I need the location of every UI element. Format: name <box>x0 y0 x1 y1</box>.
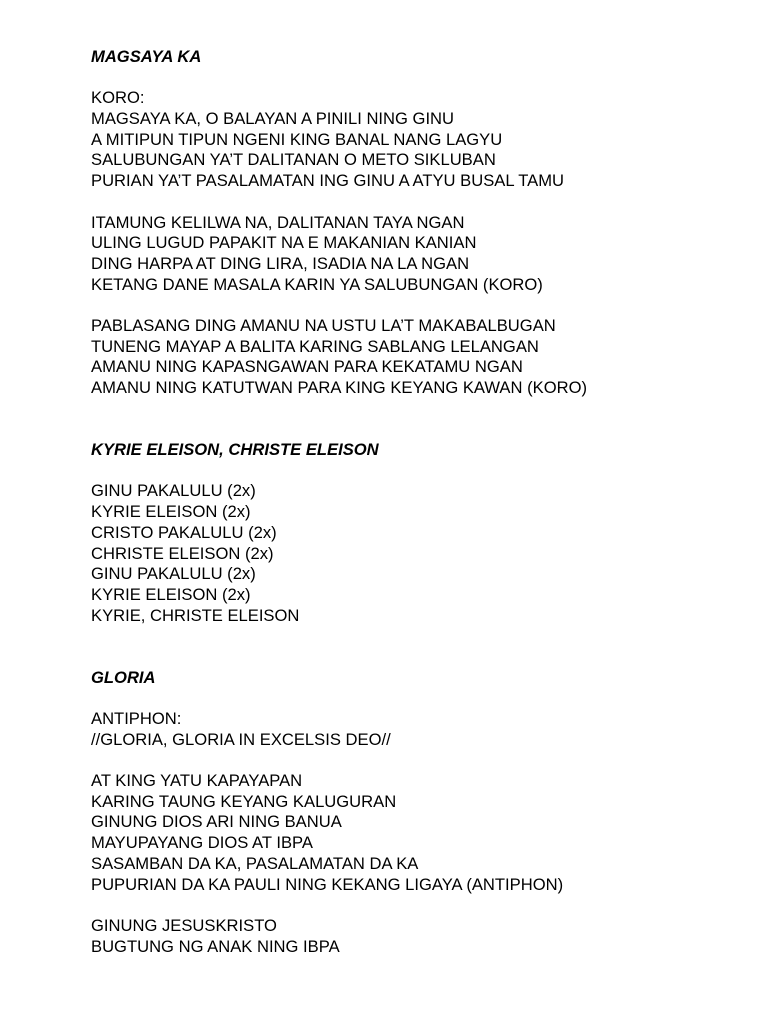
lyric-line: GINU PAKALULU (2x) <box>91 564 256 584</box>
lyric-line: KYRIE, CHRISTE ELEISON <box>91 605 300 625</box>
stanza <box>91 88 751 191</box>
lyric-line: KORO: <box>91 88 145 108</box>
stanza <box>91 771 751 895</box>
lyric-line: PABLASANG DING AMANU NA USTU LA’T MAKABALBUGAN <box>91 315 556 335</box>
song-title: KYRIE ELEISON, CHRISTE ELEISON <box>91 440 379 460</box>
lyric-line: KYRIE ELEISON (2x) <box>91 502 251 522</box>
song-section <box>91 440 751 626</box>
stanza <box>91 709 751 750</box>
stanza-spacer <box>91 68 751 89</box>
lyric-line: //GLORIA, GLORIA IN EXCELSIS DEO// <box>91 729 391 749</box>
stanza-spacer <box>91 688 751 709</box>
lyric-line: AT KING YATU KAPAYAPAN <box>91 771 303 791</box>
lyric-line: GINUNG JESUSKRISTO <box>91 915 277 935</box>
stanza-spacer <box>91 895 751 916</box>
stanza-spacer <box>91 295 751 316</box>
section-spacer <box>91 626 751 667</box>
stanza <box>91 316 751 399</box>
lyric-line: MAGSAYA KA, O BALAYAN A PINILI NING GINU <box>91 109 455 129</box>
lyric-line: KARING TAUNG KEYANG KALUGURAN <box>91 791 397 811</box>
stanza <box>91 916 751 957</box>
lyric-line: CRISTO PAKALULU (2x) <box>91 522 277 542</box>
song-section <box>91 47 751 399</box>
section-spacer <box>91 399 751 440</box>
document-content <box>91 47 751 957</box>
lyric-line: GINU PAKALULU (2x) <box>91 481 256 501</box>
lyric-line: BUGTUNG NG ANAK NING IBPA <box>91 936 340 956</box>
lyric-line: PURIAN YA’T PASALAMATAN ING GINU A ATYU BUSAL TAMU <box>91 171 565 191</box>
lyric-line: SASAMBAN DA KA, PASALAMATAN DA KA <box>91 853 419 873</box>
lyric-line: MAYUPAYANG DIOS AT IBPA <box>91 833 313 853</box>
lyric-line: ITAMUNG KELILWA NA, DALITANAN TAYA NGAN <box>91 212 465 232</box>
stanza-spacer <box>91 461 751 482</box>
stanza <box>91 213 751 296</box>
lyric-line: KETANG DANE MASALA KARIN YA SALUBUNGAN (KORO) <box>91 274 543 294</box>
lyric-line: ANTIPHON: <box>91 709 182 729</box>
lyric-line: KYRIE ELEISON (2x) <box>91 584 251 604</box>
lyric-line: ULING LUGUD PAPAKIT NA E MAKANIAN KANIAN <box>91 233 477 253</box>
lyric-line: SALUBUNGAN YA’T DALITANAN O METO SIKLUBAN <box>91 150 496 170</box>
lyric-line: PUPURIAN DA KA PAULI NING KEKANG LIGAYA (ANTIPHON) <box>91 874 564 894</box>
lyric-line: GINUNG DIOS ARI NING BANUA <box>91 812 342 832</box>
song-section <box>91 668 751 958</box>
lyric-line: AMANU NING KATUTWAN PARA KING KEYANG KAWAN (KORO) <box>91 378 588 397</box>
stanza-spacer <box>91 192 751 213</box>
lyric-line: TUNENG MAYAP A BALITA KARING SABLANG LELANGAN <box>91 336 539 356</box>
lyric-line: CHRISTE ELEISON (2x) <box>91 543 274 563</box>
document-page <box>91 47 751 957</box>
song-title: GLORIA <box>91 667 156 687</box>
stanza-spacer <box>91 750 751 771</box>
stanza <box>91 481 751 626</box>
lyric-line: A MITIPUN TIPUN NGENI KING BANAL NANG LAGYU <box>91 129 503 149</box>
lyric-line: AMANU NING KAPASNGAWAN PARA KEKATAMU NGAN <box>91 357 523 377</box>
lyric-line: DING HARPA AT DING LIRA, ISADIA NA LA NGAN <box>91 253 470 273</box>
song-title: MAGSAYA KA <box>91 47 202 66</box>
